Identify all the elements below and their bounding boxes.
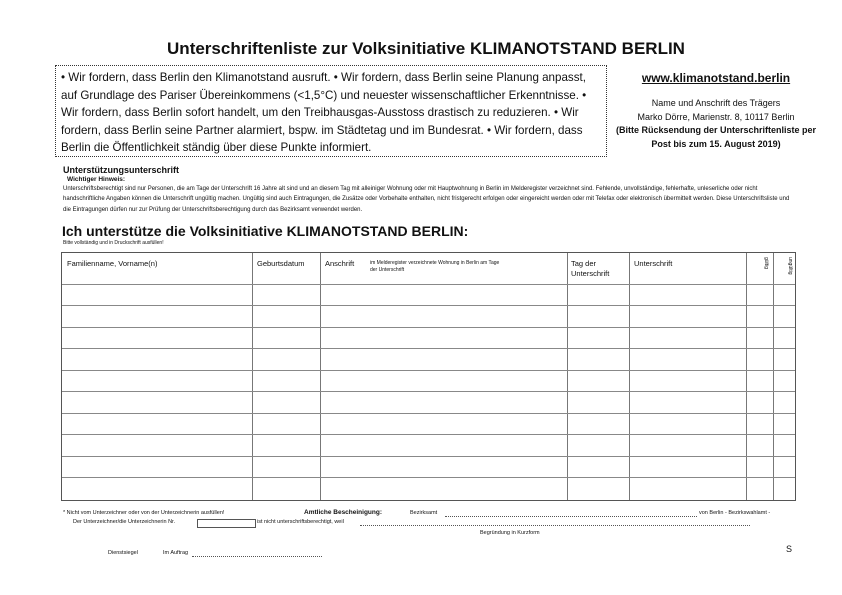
signer-label: Der Unterzeichner/die Unterzeichnerin Nr. [73, 519, 176, 525]
order-label: Im Auftrag [163, 550, 189, 556]
row-divider [62, 456, 795, 457]
website-link[interactable]: www.klimanotstand.berlin [641, 71, 791, 85]
column-divider [567, 253, 568, 500]
district-field[interactable] [445, 516, 697, 517]
carrier-address: Marko Dörre, Marienstr. 8, 10117 Berlin [637, 111, 795, 122]
hint-heading: Wichtiger Hinweis: [67, 176, 126, 183]
signer-number-field[interactable] [197, 519, 256, 528]
official-certification-label: Amtliche Bescheinigung: [304, 509, 383, 516]
col-header-date: Tag der Unterschrift [571, 259, 610, 278]
row-divider [62, 434, 795, 435]
carrier-info [606, 97, 826, 151]
column-divider [773, 253, 774, 500]
row-divider [62, 327, 795, 328]
row-divider [62, 348, 795, 349]
signer-reason-label: ist nicht unterschriftsberechtigt, weil [257, 519, 344, 525]
fill-note: Bitte vollständig und in Druckschrift ausfüllen! [63, 240, 164, 246]
column-divider [629, 253, 630, 500]
col-header-birth: Geburtsdatum [257, 259, 305, 268]
col-header-valid: gültig [763, 257, 769, 269]
row-divider [62, 477, 795, 478]
return-note: (Bitte Rücksendung der Unterschriftenliste per Post bis zum 15. August 2019) [615, 125, 817, 149]
page-letter: S [786, 544, 793, 554]
column-divider [320, 253, 321, 500]
district-label: Bezirksamt [410, 510, 438, 516]
column-divider [746, 253, 747, 500]
col-header-signature: Unterschrift [634, 259, 673, 268]
district-suffix: von Berlin - Bezirkswahlamt - [699, 510, 771, 516]
row-divider [62, 305, 795, 306]
row-divider [62, 284, 795, 285]
carrier-label: Name und Anschrift des Trägers [651, 98, 781, 108]
column-divider [252, 253, 253, 500]
row-divider [62, 391, 795, 392]
support-heading: Unterstützungsunterschrift [63, 165, 180, 175]
reason-caption: Begründung in Kurzform [480, 530, 540, 536]
seal-label: Dienstsiegel [108, 550, 138, 556]
col-header-invalid: ungültig [787, 257, 793, 275]
page-title: Unterschriftenliste zur Volksinitiative KLIMANOTSTAND BERLIN [167, 39, 685, 58]
reason-field[interactable] [360, 525, 750, 526]
row-divider [62, 370, 795, 371]
col-header-address-note: im Melderegister verzeichnete Wohnung in Berlin am Tage der Unterschrift [370, 260, 500, 273]
order-field[interactable] [192, 556, 322, 557]
form-subtitle: Ich unterstütze die Volksinitiative KLIMANOTSTAND BERLIN: [62, 223, 469, 239]
col-header-name: Familienname, Vorname(n) [67, 259, 158, 268]
col-header-address: Anschrift [325, 259, 355, 268]
footnote: * Nicht vom Unterzeichner oder von der Unterzeichnerin ausfüllen! [63, 510, 225, 516]
signature-table [61, 252, 796, 501]
demands-box: • Wir fordern, dass Berlin den Klimanotstand ausruft. • Wir fordern, dass Berlin seine Planung anpasst, auf Grundlage des Pariser Übereinkommens (<1,5°C) und neuester wissenschaftlicher Erkenntnisse. • Wir fordern, dass Berlin sofort handelt, um den Treibhausgas-Ausstoss drastisch zu reduzieren. • Wir fordern, dass Berlin seine Partner alarmiert, bspw. im Städtetag und im Bundesrat. • Wir fordern, dass Berlin die Öffentlichkeit ständig über diese Punkte informiert. [55, 65, 607, 157]
row-divider [62, 413, 795, 414]
hint-text: Unterschriftsberechtigt sind nur Personen, die am Tage der Unterschrift 16 Jahre alt sind und an diesem Tag mit alleiniger Wohnung oder mit Hauptwohnung in Berlin im Melderegister verzeichnet sind. Fehlende, unvollständige, fehlerhafte, unleserliche oder nicht handschriftliche Angaben können die Unterschrift ungültig machen. Ungültig sind auch Eintragungen, die Zusätze oder Vorbehalte enthalten, nicht fristgerecht erfolgen oder eingereicht werden oder mit Telefax oder elektronisch übermittelt werden. Diese Unterschriftsliste und die Eintragungen dürfen nur zur Prüfung der Unterschriftsberechtigung durch das Bezirksamt verwendet werden. [63, 186, 790, 213]
